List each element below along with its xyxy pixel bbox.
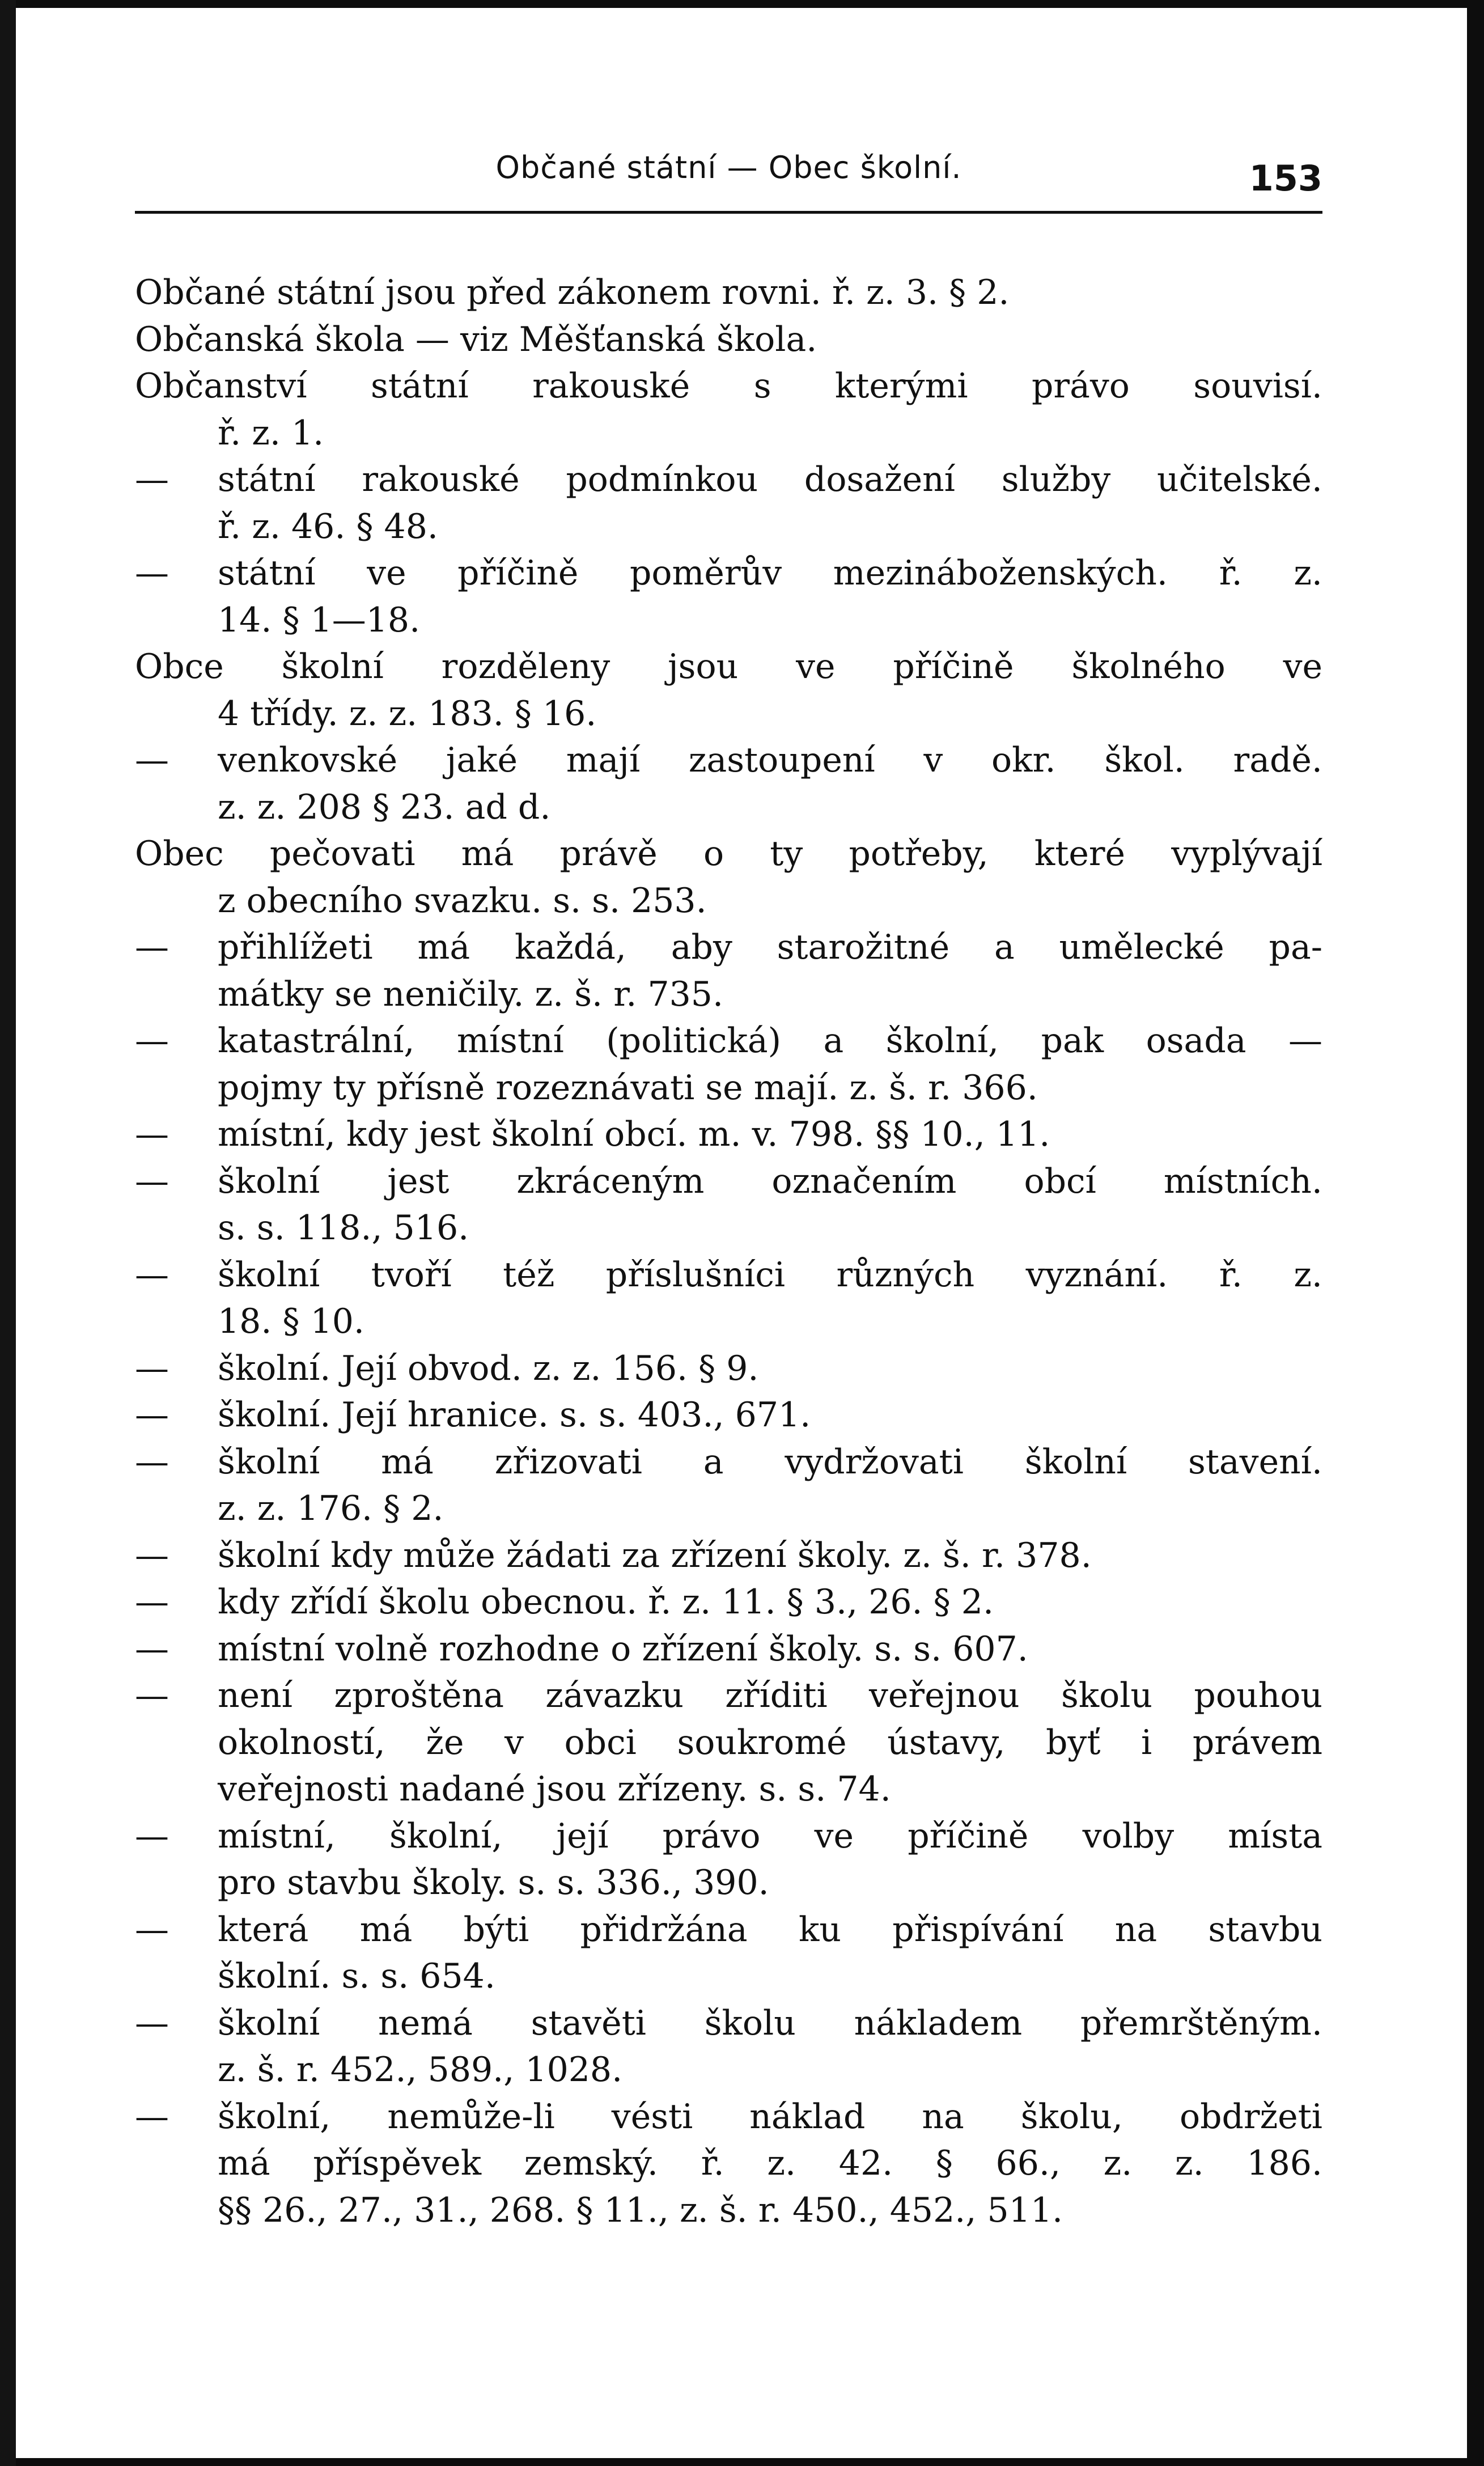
index-line-text: z. š. r. 452., 589., 1028. [218,2050,623,2090]
em-dash-marker: — [135,2003,169,2043]
index-line-text: školní tvoří též příslušníci různých vyznání. ř. z. [218,1255,1322,1295]
index-subentry [135,2094,1322,2139]
em-dash-marker: — [135,740,169,780]
index-continuation [218,2188,1322,2233]
index-line-text: ř. z. 46. § 48. [218,506,438,546]
index-line-text: školní. s. s. 654. [218,1956,495,1996]
index-line-text: z. z. 208 § 23. ad d. [218,787,551,827]
page-header [135,150,1322,212]
index-line-text: pojmy ty přísně rozeznávati se mají. z. š. r. 366. [218,1067,1038,1108]
index-line-text: kdy zřídí školu obecnou. ř. z. 11. § 3., 26. § 2. [218,1582,994,1622]
index-line-text: není zproštěna závazku zříditi veřejnou školu pouhou [218,1676,1322,1715]
index-subentry [135,1252,1322,1298]
index-line-text: veřejnosti nadané jsou zřízeny. s. s. 74. [218,1769,891,1809]
index-subentry [135,1439,1322,1485]
index-line-text: školní nemá stavěti školu nákladem přemrštěným. [218,2003,1322,2043]
index-continuation [218,1954,1322,1999]
index-line-text: pro stavbu školy. s. s. 336., 390. [218,1863,769,1903]
index-line-text: místní volně rozhodne o zřízení školy. s. s. 607. [218,1629,1028,1669]
index-continuation [218,1205,1322,1251]
index-entry-heading [135,270,1322,315]
index-line-text: školní jest zkráceným označením obcí místních. [218,1161,1322,1201]
index-subentry [135,1814,1322,1859]
index-subentry [135,550,1322,596]
index-line-text: Obec pečovati má právě o ty potřeby, které vyplývají [135,834,1322,874]
em-dash-marker: — [135,1816,169,1856]
index-entry-heading [135,644,1322,689]
index-subentry [135,1112,1322,1157]
index-continuation [218,2047,1322,2092]
index-subentry [135,1533,1322,1578]
index-line-text: §§ 26., 27., 31., 268. § 11., z. š. r. 450., 452., 511. [218,2190,1063,2230]
index-subentry [135,1673,1322,1718]
book-page [16,8,1467,2458]
index-line-text: s. s. 118., 516. [218,1208,469,1248]
index-line-text: školní má zřizovati a vydržovati školní stavení. [218,1442,1322,1482]
index-line-text: má příspěvek zemský. ř. z. 42. § 66., z. z. 186. [218,2143,1322,2183]
index-line-text: 4 třídy. z. z. 183. § 16. [218,693,597,734]
index-line-text: přihlížeti má každá, aby starožitné a umělecké pa- [218,927,1322,967]
em-dash-marker: — [135,1909,169,1950]
em-dash-marker: — [135,1348,169,1388]
index-line-text: Občané státní jsou před zákonem rovni. ř. z. 3. § 2. [135,273,1010,312]
index-continuation [218,878,1322,923]
index-line-text: místní, kdy jest školní obcí. m. v. 798. §§ 10., 11. [218,1115,1050,1154]
index-subentry [135,1907,1322,1952]
index-subentry [135,925,1322,970]
index-subentry [135,1579,1322,1625]
em-dash-marker: — [135,1115,169,1154]
index-continuation [218,598,1322,643]
index-line-text: školní, nemůže-li vésti náklad na školu, obdržeti [218,2096,1322,2137]
index-line-text: mátky se neničily. z. š. r. 735. [218,974,724,1014]
em-dash-marker: — [135,1395,169,1435]
em-dash-marker: — [135,1676,169,1715]
index-subentry [135,1626,1322,1672]
index-line-text: 18. § 10. [218,1302,364,1341]
index-continuation [218,410,1322,456]
em-dash-marker: — [135,553,169,593]
index-entry-heading [135,317,1322,362]
em-dash-marker: — [135,1255,169,1295]
index-line-text: 14. § 1—18. [218,600,421,640]
index-entry-heading [135,363,1322,409]
index-line-text: okolností, že v obci soukromé ústavy, byť i právem [218,1722,1322,1762]
index-line-text: Občanství státní rakouské s kterými právo souvisí. [135,366,1322,406]
index-subentry [135,1346,1322,1391]
index-continuation [218,691,1322,736]
em-dash-marker: — [135,1161,169,1201]
em-dash-marker: — [135,1582,169,1622]
em-dash-marker: — [135,1442,169,1482]
em-dash-marker: — [135,2096,169,2137]
em-dash-marker: — [135,1535,169,1575]
index-continuation [218,1486,1322,1531]
book-spine-edge [0,0,16,2466]
index-subentry [135,738,1322,783]
index-continuation [218,2141,1322,2186]
index-continuation [218,504,1322,549]
index-line-text: z. z. 176. § 2. [218,1489,444,1528]
index-entry-heading [135,831,1322,876]
index-line-text: státní ve příčině poměrův mezináboženských. ř. z. [218,553,1322,593]
index-subentry [135,1018,1322,1063]
index-line-text: z obecního svazku. s. s. 253. [218,880,707,921]
index-line-text: katastrální, místní (politická) a školní, pak osada — [218,1021,1322,1061]
index-continuation [218,1299,1322,1344]
em-dash-marker: — [135,1629,169,1669]
index-continuation [218,972,1322,1017]
index-continuation [218,1065,1322,1111]
index-subentry [135,457,1322,502]
running-title: Občané státní — Obec školní. [495,150,962,185]
index-continuation [218,1766,1322,1812]
index-line-text: Občanská škola — viz Měšťanská škola. [135,319,817,359]
index-line-text: státní rakouské podmínkou dosažení služby učitelské. [218,460,1322,499]
index-line-text: ř. z. 1. [218,413,324,453]
em-dash-marker: — [135,927,169,967]
index-line-text: školní. Její obvod. z. z. 156. § 9. [218,1348,759,1388]
header-rule [135,211,1322,214]
index-continuation [218,1860,1322,1905]
index-subentry [135,1159,1322,1204]
em-dash-marker: — [135,1021,169,1061]
page-number: 153 [1249,158,1322,199]
index-continuation [218,1720,1322,1765]
index-line-text: školní kdy může žádati za zřízení školy. z. š. r. 378. [218,1535,1092,1575]
index-line-text: Obce školní rozděleny jsou ve příčině školného ve [135,647,1322,687]
em-dash-marker: — [135,460,169,499]
index-line-text: která má býti přidržána ku přispívání na stavbu [218,1909,1322,1950]
index-line-text: školní. Její hranice. s. s. 403., 671. [218,1395,811,1435]
index-line-text: venkovské jaké mají zastoupení v okr. škol. radě. [218,740,1322,780]
index-continuation [218,785,1322,830]
index-subentry [135,2001,1322,2046]
index-line-text: místní, školní, její právo ve příčině volby místa [218,1816,1322,1856]
index-subentry [135,1392,1322,1438]
